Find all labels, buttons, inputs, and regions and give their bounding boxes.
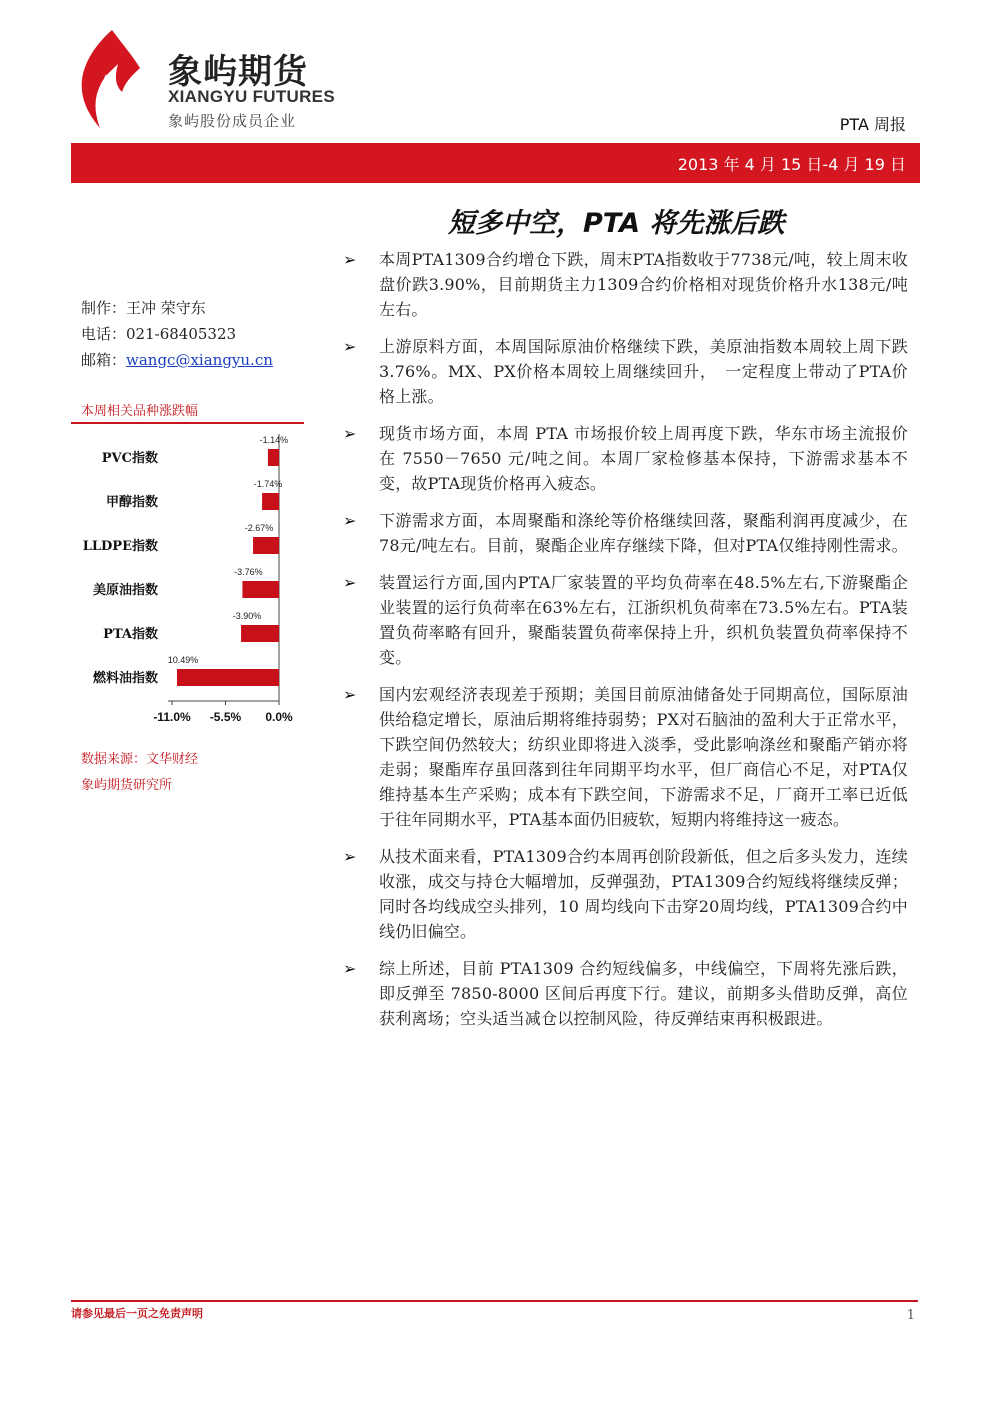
arrow-right-icon: ➢ [343,424,357,443]
chart-title-rule [71,422,304,424]
disclaimer-note: 请参见最后一页之免责声明 [71,1307,203,1320]
page-number: 1 [906,1308,915,1323]
chart-bar [242,581,279,598]
logo-subtitle: 象屿股份成员企业 [168,112,297,130]
chart-bar [241,625,279,642]
data-label: 10.49% [167,655,199,665]
bullet-item [343,844,908,944]
category-label: PVC指数 [101,451,158,466]
category-label: PTA指数 [103,627,158,642]
category-label: 甲醇指数 [105,495,158,510]
bullet-item [343,508,908,558]
email-line [81,349,273,370]
date-bar [71,143,920,183]
data-label: -1.74% [253,479,283,489]
logo-chinese-name: 象屿期货 [168,52,308,92]
bullet-text: 现货市场方面，本周 PTA 市场报价较上周再度下跌，华东市场主流报价在 7550－7650 元/吨之间。本周厂家检修基本保持，下游需求基本不变，故PTA现货价格再入疲态。 [379,424,908,493]
bullet-text: 本周PTA1309合约增仓下跌，周末PTA指数收于7738元/吨，较上周末收盘价跌3.90%，目前期货主力1309合约价格相对现货价格升水138元/吨左右。 [379,250,908,319]
chart-bar [253,537,279,554]
bullet-text: 综上所述，目前 PTA1309 合约短线偏多，中线偏空，下周将先涨后跌，即反弹至 7850-8000 区间后再度下行。建议，前期多头借助反弹，高位获利离场；空头适当减仓以控制风险，待反弹结束再积极跟进。 [379,959,908,1028]
email-label: 邮箱： [81,351,127,369]
research-institute: 象屿期货研究所 [81,778,173,793]
data-label: -3.76% [234,567,263,577]
category-label: 燃料油指数 [92,671,158,686]
author-line: 制作：王冲 荣守东 [81,299,206,317]
bullet-item [343,570,908,670]
arrow-right-icon: ➢ [343,959,357,978]
tick-label: -11.0% [153,710,191,724]
arrow-right-icon: ➢ [343,511,357,530]
bullet-text: 上游原料方面，本周国际原油价格继续下跌，美原油指数本周较上周下跌3.76%。MX、PX价格本周较上周继续回升， 一定程度上带动了PTA价格上涨。 [379,337,908,406]
logo-english-name: XIANGYU FUTURES [168,87,335,106]
bullet-text: 装置运行方面,国内PTA厂家装置的平均负荷率在48.5%左右,下游聚酯企业装置的运行负荷率在63%左右，江浙织机负荷率在73.5%左右。PTA装置负荷率略有回升，聚酯装置负荷率保持上升，织机负装置负荷率保持不变。 [379,573,908,667]
bullet-item [343,421,908,496]
email-link[interactable]: wangc@xiangyu.cn [126,351,273,369]
summary-bullets [343,247,908,1043]
data-label: -1.14% [259,435,289,445]
arrow-right-icon: ➢ [343,250,357,269]
arrow-right-icon: ➢ [343,847,357,866]
category-label: 美原油指数 [92,583,158,598]
tick-label: -5.5% [209,710,242,724]
arrow-right-icon: ➢ [343,573,357,592]
bullet-item [343,247,908,322]
chart-bar [262,493,279,510]
tick-label: 0.0% [265,710,293,724]
bullet-item [343,956,908,1031]
chart-title: 本周相关品种涨跌幅 [81,404,199,419]
bullet-item [343,682,908,832]
report-date-range: 2013 年 4 月 15 日-4 月 19 日 [677,155,906,174]
report-type: PTA 周报 [839,115,906,134]
bullet-text: 从技术面来看，PTA1309合约本周再创阶段新低，但之后多头发力，连续收涨，成交与持仓大幅增加，反弹强劲，PTA1309合约短线将继续反弹；同时各均线成空头排列，10 周均线向下击穿20周均线，PTA1309合约中线仍旧偏空。 [379,847,908,941]
data-label: -3.90% [232,611,262,621]
footer-rule [71,1300,918,1302]
report-title: 短多中空，PTA 将先涨后跌 [448,208,785,239]
data-source: 数据来源：文华财经 [81,752,199,767]
chart-bar [268,449,279,466]
phone-line: 电话：021-68405323 [81,325,237,343]
data-label: -2.67% [244,523,274,533]
arrow-right-icon: ➢ [343,685,357,704]
bullet-text: 国内宏观经济表现差于预期；美国目前原油储备处于同期高位，国际原油供给稳定增长，原油后期将维持弱势；PX对石脑油的盈利大于正常水平，下跌空间仍然较大；纺织业即将进入淡季，受此影响涤丝和聚酯产销亦将走弱；聚酯库存虽回落到往年同期平均水平，但厂商信心不足，对PTA仅维持基本生产采购；成本有下跌空间，下游需求不足，厂商开工率已近低于往年同期水平，PTA基本面仍旧疲软，短期内将维持这一疲态。 [379,685,908,829]
arrow-right-icon: ➢ [343,337,357,356]
flame-logo-icon [78,28,142,132]
bullet-item [343,334,908,409]
change-bar-chart [71,426,304,736]
bullet-text: 下游需求方面，本周聚酯和涤纶等价格继续回落，聚酯利润再度减少，在78元/吨左右。目前，聚酯企业库存继续下降，但对PTA仅维持刚性需求。 [379,511,908,555]
category-label: LLDPE指数 [82,539,158,554]
chart-bar [177,669,279,686]
